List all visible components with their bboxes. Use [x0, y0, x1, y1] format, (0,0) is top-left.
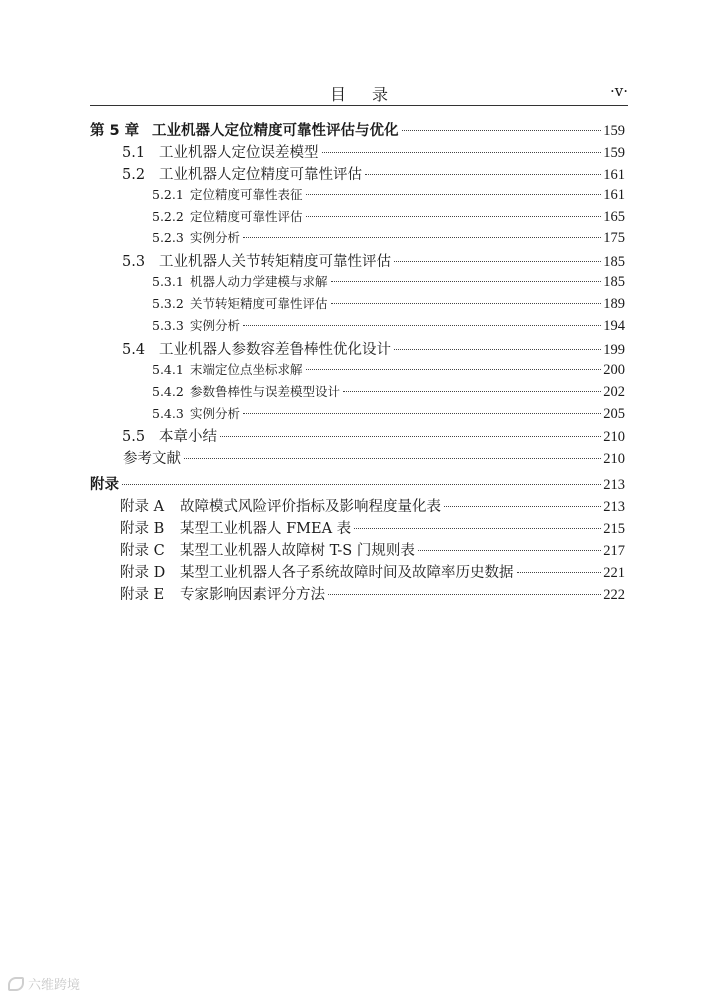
entry-page: 222: [603, 586, 625, 603]
dot-leader: [328, 594, 601, 595]
entry-title: 关节转矩精度可靠性评估: [190, 296, 328, 312]
entry-number: 5.2.3: [152, 230, 184, 246]
entry-title: 某型工业机器人各子系统故障时间及故障率历史数据: [180, 564, 514, 581]
toc-entry-appendix-e[interactable]: [90, 583, 625, 605]
toc-entry-appendix-c[interactable]: [90, 539, 625, 561]
entry-page: 194: [603, 318, 625, 335]
entry-page: 205: [603, 405, 625, 422]
entry-number: 5.1: [122, 144, 146, 161]
entry-number: 5.3.1: [152, 274, 184, 290]
entry-title: 专家影响因素评分方法: [180, 586, 325, 603]
dot-leader: [243, 237, 601, 238]
entry-number: 5.4.1: [152, 361, 184, 377]
toc-entry-appendix[interactable]: [90, 473, 625, 495]
toc-entry-5-3-2[interactable]: [90, 294, 625, 316]
entry-title: 参数鲁棒性与误差模型设计: [190, 383, 341, 399]
entry-title: 故障模式风险评价指标及影响程度量化表: [180, 499, 441, 516]
dot-leader: [184, 458, 601, 459]
toc-entry-chapter-5[interactable]: [90, 119, 625, 141]
dot-leader: [220, 436, 601, 437]
toc-entry-appendix-a[interactable]: [90, 495, 625, 517]
entry-page: 189: [603, 296, 625, 313]
entry-page: 221: [603, 564, 625, 581]
entry-title: 工业机器人定位精度可靠性评估与优化: [152, 123, 399, 139]
entry-page: 175: [603, 230, 625, 247]
entry-page: 213: [603, 477, 625, 494]
entry-page: 159: [603, 144, 625, 161]
toc-entry-5-4[interactable]: [90, 338, 625, 360]
page-header: [90, 80, 628, 104]
entry-number: 5.2.1: [152, 186, 184, 202]
toc-entry-5-1[interactable]: [90, 141, 625, 163]
entry-page: 161: [603, 186, 625, 203]
dot-leader: [517, 572, 602, 573]
dot-leader: [331, 303, 602, 304]
entry-page: 161: [603, 166, 625, 183]
header-title: 目录: [329, 85, 414, 104]
entry-number: 5.4.2: [152, 383, 184, 399]
toc-entry-5-2-3[interactable]: [90, 228, 625, 250]
entry-title: 实例分析: [190, 230, 241, 246]
header-rule: [90, 105, 628, 106]
entry-number: 附录 C: [120, 542, 165, 559]
entry-title: 定位精度可靠性表征: [190, 186, 303, 202]
dot-leader: [394, 349, 601, 350]
dot-leader: [354, 528, 601, 529]
entry-page: 213: [603, 499, 625, 516]
dot-leader: [122, 484, 601, 485]
toc-entry-5-2-2[interactable]: [90, 207, 625, 229]
entry-number: 5.2: [122, 166, 146, 183]
dot-leader: [306, 194, 602, 195]
header-page-number: ·v·: [609, 82, 628, 100]
entry-number: 5.4: [122, 341, 146, 358]
entry-title: 参考文献: [123, 451, 181, 468]
entry-title: 实例分析: [190, 405, 241, 421]
toc-entry-5-2-1[interactable]: [90, 185, 625, 207]
toc-entry-5-2[interactable]: [90, 163, 625, 185]
entry-title: 某型工业机器人 FMEA 表: [180, 521, 352, 538]
entry-title: 机器人动力学建模与求解: [190, 274, 328, 290]
entry-title: 工业机器人关节转矩精度可靠性评估: [159, 254, 391, 271]
entry-number: 5.4.3: [152, 405, 184, 421]
entry-number: 5.3: [122, 254, 146, 271]
watermark: [8, 974, 80, 993]
entry-title: 工业机器人参数容差鲁棒性优化设计: [159, 341, 391, 358]
dot-leader: [402, 130, 602, 131]
entry-page: 202: [603, 383, 625, 400]
dot-leader: [306, 216, 602, 217]
watermark-text: 六维跨境: [28, 978, 81, 993]
entry-title: 本章小结: [159, 429, 217, 446]
entry-title: 某型工业机器人故障树 T-S 门规则表: [180, 542, 415, 559]
toc-entry-5-5[interactable]: [90, 425, 625, 447]
entry-page: 210: [603, 451, 625, 468]
entry-title: 末端定位点坐标求解: [190, 361, 303, 377]
entry-title: 工业机器人定位误差模型: [159, 144, 319, 161]
entry-number: 第 5 章: [90, 123, 140, 139]
entry-page: 199: [603, 341, 625, 358]
entry-page: 215: [603, 521, 625, 538]
dot-leader: [365, 174, 601, 175]
entry-number: 附录 E: [120, 586, 165, 603]
table-of-contents: [90, 119, 625, 605]
entry-number: 5.5: [122, 429, 146, 446]
toc-entry-5-4-3[interactable]: [90, 404, 625, 426]
dot-leader: [418, 550, 601, 551]
toc-entry-appendix-d[interactable]: [90, 561, 625, 583]
dot-leader: [343, 391, 601, 392]
entry-page: 200: [603, 361, 625, 378]
entry-number: 附录 D: [120, 564, 166, 581]
entry-number: 5.3.3: [152, 318, 184, 334]
entry-page: 217: [603, 542, 625, 559]
entry-title: 附录: [90, 477, 119, 494]
toc-entry-5-3[interactable]: [90, 250, 625, 272]
toc-entry-5-4-2[interactable]: [90, 382, 625, 404]
entry-page: 185: [603, 254, 625, 271]
dot-leader: [322, 152, 602, 153]
watermark-logo-icon: [8, 977, 24, 991]
dot-leader: [444, 506, 601, 507]
entry-page: 185: [603, 274, 625, 291]
entry-page: 159: [603, 123, 625, 139]
dot-leader: [306, 369, 602, 370]
entry-number: 附录 A: [120, 499, 165, 516]
entry-page: 165: [603, 208, 625, 225]
toc-entry-references[interactable]: [90, 447, 625, 469]
toc-entry-appendix-b[interactable]: [90, 517, 625, 539]
dot-leader: [394, 261, 601, 262]
entry-number: 5.3.2: [152, 296, 184, 312]
toc-entry-5-3-1[interactable]: [90, 272, 625, 294]
toc-entry-5-3-3[interactable]: [90, 316, 625, 338]
entry-title: 实例分析: [190, 318, 241, 334]
entry-page: 210: [603, 429, 625, 446]
entry-title: 工业机器人定位精度可靠性评估: [159, 166, 362, 183]
entry-title: 定位精度可靠性评估: [190, 208, 303, 224]
dot-leader: [243, 413, 601, 414]
toc-entry-5-4-1[interactable]: [90, 360, 625, 382]
entry-number: 附录 B: [120, 521, 165, 538]
dot-leader: [243, 325, 601, 326]
dot-leader: [331, 281, 602, 282]
entry-number: 5.2.2: [152, 208, 184, 224]
